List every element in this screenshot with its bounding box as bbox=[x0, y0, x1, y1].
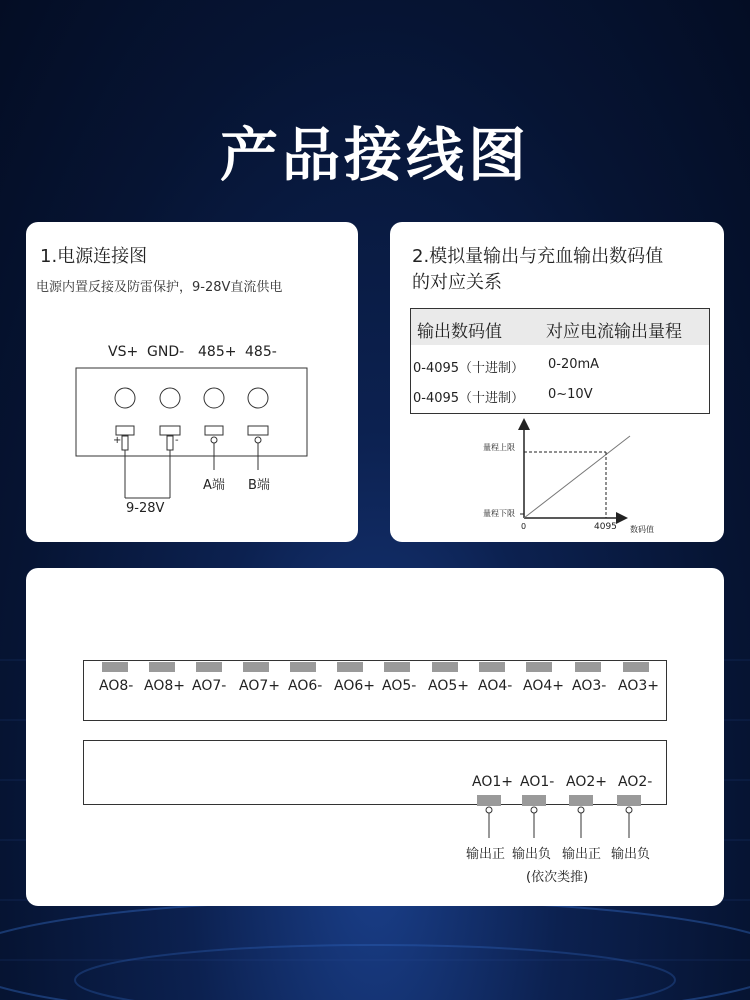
terminal-label: AO6- bbox=[288, 678, 323, 694]
graph-lower-label: 量程下限 bbox=[483, 509, 515, 518]
terminal-label: AO7+ bbox=[239, 678, 280, 694]
terminal-label: AO1+ bbox=[472, 774, 513, 790]
page-title: 产品接线图 bbox=[219, 121, 530, 189]
b-terminal-label: B端 bbox=[248, 478, 270, 493]
output-role-label: 输出负 bbox=[611, 847, 651, 862]
power-heading: 1.电源连接图 bbox=[40, 246, 148, 267]
terminal-label-485b: 485- bbox=[245, 344, 277, 360]
terminal-label: AO4+ bbox=[523, 678, 564, 694]
graph-x-max: 4095 bbox=[594, 522, 617, 532]
analog-heading-line2: 的对应关系 bbox=[412, 272, 502, 293]
table-cell: 0-4095（十进制） bbox=[413, 361, 525, 376]
table-header-code: 输出数码值 bbox=[417, 322, 502, 342]
terminal-label: AO8+ bbox=[144, 678, 185, 694]
terminal-label: AO6+ bbox=[334, 678, 375, 694]
terminal-label-vs: VS+ bbox=[108, 344, 139, 360]
terminal-label: AO3+ bbox=[618, 678, 659, 694]
output-terminals-card bbox=[26, 568, 724, 906]
power-wiring-card bbox=[26, 222, 358, 542]
output-role-label: 输出正 bbox=[466, 847, 506, 862]
polarity-minus: - bbox=[175, 435, 179, 446]
graph-x-axis-label: 数码值 bbox=[630, 525, 654, 534]
a-terminal-label: A端 bbox=[203, 478, 225, 493]
terminal-label-485a: 485+ bbox=[198, 344, 237, 360]
output-role-label: 输出正 bbox=[562, 847, 602, 862]
terminal-label-gnd: GND- bbox=[147, 344, 185, 360]
terminal-label: AO5- bbox=[382, 678, 417, 694]
range-graph bbox=[390, 222, 724, 542]
terminal-label: AO8- bbox=[99, 678, 134, 694]
graph-origin: 0 bbox=[521, 522, 527, 531]
output-role-label: 输出负 bbox=[512, 847, 552, 862]
terminal-label: AO2+ bbox=[566, 774, 607, 790]
table-header-range: 对应电流输出量程 bbox=[546, 322, 682, 342]
voltage-label: 9-28V bbox=[126, 501, 165, 516]
table-cell: 0-20mA bbox=[548, 357, 600, 372]
terminal-label: AO2- bbox=[618, 774, 653, 790]
terminal-label: AO1- bbox=[520, 774, 555, 790]
power-terminal-diagram bbox=[26, 222, 358, 542]
table-cell: 0-4095（十进制） bbox=[413, 391, 525, 406]
polarity-plus: + bbox=[113, 435, 122, 446]
terminal-label: AO3- bbox=[572, 678, 607, 694]
table-cell: 0~10V bbox=[548, 387, 593, 402]
graph-upper-label: 量程上限 bbox=[483, 443, 515, 452]
power-subtitle: 电源内置反接及防雷保护，9-28V直流供电 bbox=[36, 280, 283, 295]
output-note: (依次类推) bbox=[526, 870, 589, 885]
terminal-label: AO5+ bbox=[428, 678, 469, 694]
analog-heading-line1: 2.模拟量输出与充血输出数码值 bbox=[412, 246, 664, 267]
terminal-label: AO7- bbox=[192, 678, 227, 694]
terminal-label: AO4- bbox=[478, 678, 513, 694]
analog-output-card bbox=[390, 222, 724, 542]
